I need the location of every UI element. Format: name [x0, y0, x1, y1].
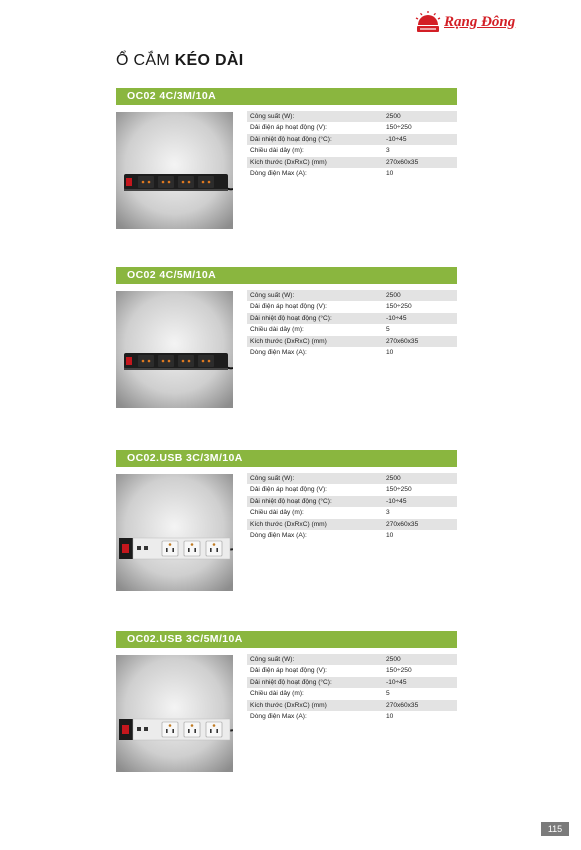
- spec-value: 5: [386, 690, 390, 698]
- page-title: [116, 52, 243, 70]
- product-photo: [116, 474, 233, 591]
- page-number: 115: [541, 822, 569, 836]
- product-section: [116, 267, 457, 356]
- spec-value: -10÷45: [386, 135, 407, 143]
- spec-row: [247, 301, 457, 312]
- spec-value: 270x60x35: [386, 520, 419, 528]
- spec-value: 270x60x35: [386, 701, 419, 709]
- spec-row: [247, 134, 457, 145]
- product-code-bar: OC02 4C/5M/10A: [116, 267, 457, 284]
- spec-value: 5: [386, 326, 390, 334]
- spec-table: [247, 654, 457, 722]
- spec-row: [247, 111, 457, 122]
- product-section: [116, 88, 457, 177]
- spec-value: 2500: [386, 475, 401, 482]
- spec-label: Chiều dài dây (m):: [250, 326, 304, 334]
- spec-row: [247, 290, 457, 301]
- spec-value: 150÷250: [386, 124, 412, 132]
- spec-label: Công suất (W):: [250, 656, 295, 663]
- title-light: Ổ CẮM: [116, 52, 175, 69]
- spec-label: Dải điện áp hoạt động (V):: [250, 486, 327, 494]
- spec-value: 270x60x35: [386, 158, 419, 166]
- spec-row: [247, 700, 457, 711]
- spec-value: 150÷250: [386, 486, 412, 494]
- spec-row: [247, 313, 457, 324]
- spec-row: [247, 519, 457, 530]
- spec-row: [247, 168, 457, 179]
- spec-label: Chiều dài dây (m):: [250, 147, 304, 155]
- spec-label: Dải nhiệt độ hoạt động (°C):: [250, 678, 332, 686]
- spec-row: [247, 122, 457, 133]
- spec-value: 2500: [386, 292, 401, 299]
- spec-label: Kích thước (DxRxC) (mm): [250, 337, 327, 345]
- spec-value: 3: [386, 509, 390, 517]
- product-code-bar: OC02 4C/3M/10A: [116, 88, 457, 105]
- spec-row: [247, 507, 457, 518]
- spec-label: Dải điện áp hoạt động (V):: [250, 667, 327, 675]
- spec-value: 10: [386, 348, 394, 356]
- title-bold: KÉO DÀI: [174, 52, 244, 69]
- spec-table: [247, 473, 457, 541]
- spec-row: [247, 677, 457, 688]
- spec-row: [247, 157, 457, 168]
- spec-label: Kích thước (DxRxC) (mm): [250, 158, 327, 166]
- spec-row: [247, 484, 457, 495]
- spec-label: Dải điện áp hoạt động (V):: [250, 303, 327, 311]
- spec-value: 2500: [386, 113, 401, 120]
- spec-row: [247, 688, 457, 699]
- spec-label: Công suất (W):: [250, 113, 295, 120]
- spec-table: [247, 111, 457, 179]
- sun-rays-icon: [415, 11, 441, 33]
- product-photo: [116, 112, 233, 229]
- spec-value: 270x60x35: [386, 337, 419, 345]
- spec-label: Dòng điện Max (A):: [250, 169, 307, 177]
- spec-row: [247, 347, 457, 358]
- spec-row: [247, 473, 457, 484]
- spec-row: [247, 324, 457, 335]
- spec-value: -10÷45: [386, 497, 407, 505]
- spec-label: Chiều dài dây (m):: [250, 690, 304, 698]
- spec-label: Dải nhiệt độ hoạt động (°C):: [250, 497, 332, 505]
- product-section: [116, 450, 457, 539]
- spec-value: 10: [386, 169, 394, 177]
- spec-label: Dải nhiệt độ hoạt động (°C):: [250, 135, 332, 143]
- spec-value: -10÷45: [386, 314, 407, 322]
- product-photo: [116, 291, 233, 408]
- spec-value: 2500: [386, 656, 401, 663]
- spec-row: [247, 654, 457, 665]
- product-photo: [116, 655, 233, 772]
- spec-label: Dòng điện Max (A):: [250, 348, 307, 356]
- brand-name[interactable]: Rạng Đông: [444, 13, 516, 30]
- spec-label: Công suất (W):: [250, 292, 295, 299]
- spec-row: [247, 711, 457, 722]
- spec-label: Dòng điện Max (A):: [250, 531, 307, 539]
- spec-row: [247, 665, 457, 676]
- spec-label: Dòng điện Max (A):: [250, 712, 307, 720]
- product-section: [116, 631, 457, 720]
- spec-value: 10: [386, 531, 394, 539]
- spec-row: [247, 530, 457, 541]
- brand-logo: [415, 10, 535, 34]
- spec-table: [247, 290, 457, 358]
- spec-value: 10: [386, 712, 394, 720]
- spec-label: Dải điện áp hoạt động (V):: [250, 124, 327, 132]
- spec-label: Dải nhiệt độ hoạt động (°C):: [250, 314, 332, 322]
- spec-row: [247, 145, 457, 156]
- spec-row: [247, 496, 457, 507]
- spec-value: 150÷250: [386, 303, 412, 311]
- product-code-bar: OC02.USB 3C/5M/10A: [116, 631, 457, 648]
- spec-label: Kích thước (DxRxC) (mm): [250, 701, 327, 709]
- spec-value: -10÷45: [386, 678, 407, 686]
- spec-label: Kích thước (DxRxC) (mm): [250, 520, 327, 528]
- product-code-bar: OC02.USB 3C/3M/10A: [116, 450, 457, 467]
- spec-value: 3: [386, 147, 390, 155]
- spec-label: Chiều dài dây (m):: [250, 509, 304, 517]
- spec-row: [247, 336, 457, 347]
- spec-label: Công suất (W):: [250, 475, 295, 482]
- spec-value: 150÷250: [386, 667, 412, 675]
